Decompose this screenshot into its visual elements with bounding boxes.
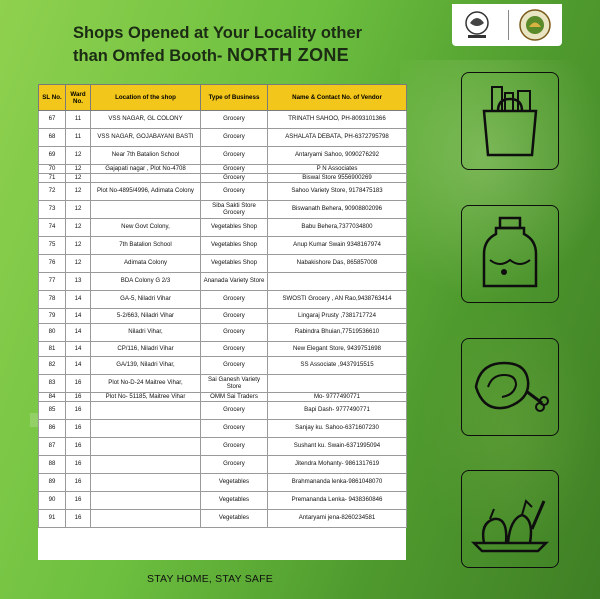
cell-vendor: SS Associate ,9437915515 <box>268 357 407 375</box>
cell-business-type: Grocery <box>201 357 268 375</box>
cell-vendor: New Elegant Store, 9439751698 <box>268 342 407 357</box>
cell-vendor: Brahmananda lenka-9861048070 <box>268 474 407 492</box>
cell-vendor: Antaryami jena-8260234581 <box>268 510 407 528</box>
cell-business-type: Vegetables <box>201 474 268 492</box>
cell-ward-no: 14 <box>66 291 91 309</box>
cell-sl-no: 71 <box>39 174 66 183</box>
cell-sl-no: 84 <box>39 393 66 402</box>
cell-location: Plot No-4895/4996, Adimata Colony <box>91 183 201 201</box>
cell-location: 7th Batalion School <box>91 237 201 255</box>
cell-business-type: Grocery <box>201 183 268 201</box>
cell-ward-no: 16 <box>66 456 91 474</box>
cell-location: CP/116, Niladri Vihar <box>91 342 201 357</box>
cell-ward-no: 12 <box>66 219 91 237</box>
cell-ward-no: 16 <box>66 438 91 456</box>
shop-list-card <box>38 84 406 560</box>
cell-sl-no: 77 <box>39 273 66 291</box>
cell-location <box>91 201 201 219</box>
cell-sl-no: 68 <box>39 129 66 147</box>
cell-sl-no: 90 <box>39 492 66 510</box>
title-line-2 <box>73 44 362 67</box>
cell-business-type: Grocery <box>201 402 268 420</box>
cell-location <box>91 438 201 456</box>
table-row <box>39 309 407 324</box>
grocery-bag-icon <box>470 81 550 161</box>
cell-location: Plot No-D-24 Maitree Vihar, <box>91 375 201 393</box>
cell-vendor: Sanjay ku. Sahoo-6371607230 <box>268 420 407 438</box>
cell-sl-no: 70 <box>39 165 66 174</box>
milk-jar-icon <box>470 214 550 294</box>
cell-sl-no: 89 <box>39 474 66 492</box>
table-row <box>39 291 407 309</box>
cell-ward-no: 11 <box>66 129 91 147</box>
cell-business-type: Grocery <box>201 165 268 174</box>
table-row <box>39 474 407 492</box>
cell-business-type: Grocery <box>201 420 268 438</box>
cell-ward-no: 12 <box>66 255 91 273</box>
cell-business-type: Grocery <box>201 438 268 456</box>
table-row <box>39 129 407 147</box>
cell-location <box>91 174 201 183</box>
column-header-vendor: Name & Contact No. of Vendor <box>268 85 407 111</box>
shop-table <box>38 84 407 528</box>
cell-sl-no: 82 <box>39 357 66 375</box>
cell-sl-no: 87 <box>39 438 66 456</box>
cell-business-type: Grocery <box>201 111 268 129</box>
table-row <box>39 147 407 165</box>
table-row <box>39 183 407 201</box>
cell-sl-no: 80 <box>39 324 66 342</box>
table-row <box>39 237 407 255</box>
cell-location: 5-2/663, Niladri Vihar <box>91 309 201 324</box>
cell-sl-no: 85 <box>39 402 66 420</box>
cell-location <box>91 474 201 492</box>
cell-vendor: Antaryami Sahoo, 9090276292 <box>268 147 407 165</box>
cell-business-type: Grocery <box>201 129 268 147</box>
cell-vendor: Lingaraj Prusty ,7381717724 <box>268 309 407 324</box>
cell-vendor: Biswal Store 9556900269 <box>268 174 407 183</box>
cell-ward-no: 16 <box>66 393 91 402</box>
cell-business-type: Grocery <box>201 147 268 165</box>
cell-business-type: Grocery <box>201 324 268 342</box>
table-header-row <box>39 85 407 111</box>
cell-location: New Govt Colony, <box>91 219 201 237</box>
cell-sl-no: 76 <box>39 255 66 273</box>
cell-ward-no: 16 <box>66 474 91 492</box>
cell-business-type: Grocery <box>201 309 268 324</box>
zone-name: NORTH ZONE <box>226 45 349 65</box>
cell-sl-no: 69 <box>39 147 66 165</box>
column-header-location: Location of the shop <box>91 85 201 111</box>
cell-location <box>91 402 201 420</box>
cell-location: VSS NAGAR, GOJABAYANI BASTI <box>91 129 201 147</box>
cell-sl-no: 88 <box>39 456 66 474</box>
table-row <box>39 201 407 219</box>
cell-ward-no: 14 <box>66 309 91 324</box>
cell-vendor: Jitendra Mohanty- 9861317619 <box>268 456 407 474</box>
cell-sl-no: 79 <box>39 309 66 324</box>
cell-ward-no: 14 <box>66 357 91 375</box>
cell-vendor: TRINATH SAHOO, PH-8093101366 <box>268 111 407 129</box>
cell-sl-no: 91 <box>39 510 66 528</box>
cell-sl-no: 75 <box>39 237 66 255</box>
table-row <box>39 219 407 237</box>
cell-vendor: SWOSTI Grocery , AN Rao,9438763414 <box>268 291 407 309</box>
cell-ward-no: 16 <box>66 375 91 393</box>
column-header-sl-no: SL No. <box>39 85 66 111</box>
vegetables-icon-box <box>461 470 559 568</box>
cell-business-type: Ananada Variety Store <box>201 273 268 291</box>
cell-vendor: Nabakishore Das, 865857008 <box>268 255 407 273</box>
cell-location: Niladri Vihar, <box>91 324 201 342</box>
cell-sl-no: 67 <box>39 111 66 129</box>
cell-business-type: Vegetables Shop <box>201 219 268 237</box>
table-row <box>39 324 407 342</box>
cell-business-type: Grocery <box>201 174 268 183</box>
cell-ward-no: 12 <box>66 165 91 174</box>
table-row <box>39 357 407 375</box>
logo-divider <box>508 10 509 40</box>
cell-business-type: Vegetables Shop <box>201 255 268 273</box>
cell-vendor: Sushant ku. Swain-6371995094 <box>268 438 407 456</box>
cell-business-type: Vegetables Shop <box>201 237 268 255</box>
cell-location: BDA Colony G 2/3 <box>91 273 201 291</box>
cell-location: GA/139, Niladri Vihar, <box>91 357 201 375</box>
cell-sl-no: 72 <box>39 183 66 201</box>
cell-ward-no: 12 <box>66 237 91 255</box>
cell-business-type: Vegetables <box>201 492 268 510</box>
cell-ward-no: 16 <box>66 402 91 420</box>
cell-business-type: Sai Ganesh Variety Store <box>201 375 268 393</box>
cell-vendor <box>268 375 407 393</box>
table-row <box>39 111 407 129</box>
cell-ward-no: 12 <box>66 201 91 219</box>
cell-vendor: P N Associates <box>268 165 407 174</box>
table-row <box>39 438 407 456</box>
cell-vendor: Rabindra Bhuian,77519536610 <box>268 324 407 342</box>
meat-icon <box>470 347 550 427</box>
table-row <box>39 492 407 510</box>
meat-icon-box <box>461 338 559 436</box>
cell-ward-no: 12 <box>66 183 91 201</box>
table-row <box>39 402 407 420</box>
table-row <box>39 255 407 273</box>
cell-business-type: Grocery <box>201 291 268 309</box>
table-row <box>39 510 407 528</box>
cell-location <box>91 420 201 438</box>
cell-ward-no: 11 <box>66 111 91 129</box>
vegetables-icon <box>470 479 550 559</box>
table-row <box>39 342 407 357</box>
cell-business-type: OMM Sai Traders <box>201 393 268 402</box>
cell-sl-no: 86 <box>39 420 66 438</box>
cell-vendor: Premananda Lenka- 9438360846 <box>268 492 407 510</box>
cell-ward-no: 14 <box>66 342 91 357</box>
logo-panel <box>452 4 562 46</box>
table-row <box>39 174 407 183</box>
cell-ward-no: 16 <box>66 420 91 438</box>
title-line-1: Shops Opened at Your Locality other <box>73 24 363 42</box>
cell-location: Near 7th Batalion School <box>91 147 201 165</box>
table-row <box>39 375 407 393</box>
cell-location: GA-5, Niladri Vihar <box>91 291 201 309</box>
cell-location: Adimata Colony <box>91 255 201 273</box>
cell-vendor: ASHALATA DEBATA, PH-6372795798 <box>268 129 407 147</box>
cell-business-type: Siba Sakti Store Grocery <box>201 201 268 219</box>
column-header-business-type: Type of Business <box>201 85 268 111</box>
government-emblem-icon <box>460 9 494 41</box>
cell-ward-no: 14 <box>66 324 91 342</box>
column-header-ward-no: Ward No. <box>66 85 91 111</box>
cell-location: Plot No- 51185, Maitree Vihar <box>91 393 201 402</box>
cell-sl-no: 78 <box>39 291 66 309</box>
cell-vendor: Bapi Dash- 9777490771 <box>268 402 407 420</box>
grocery-icon-box <box>461 72 559 170</box>
title-line-2-prefix: than Omfed Booth- <box>73 47 227 65</box>
cell-ward-no: 13 <box>66 273 91 291</box>
cell-vendor: Babu Behera,7377034800 <box>268 219 407 237</box>
cell-vendor <box>268 273 407 291</box>
cell-sl-no: 73 <box>39 201 66 219</box>
page-title <box>73 22 362 67</box>
cell-location <box>91 456 201 474</box>
table-row <box>39 273 407 291</box>
cell-sl-no: 81 <box>39 342 66 357</box>
cell-location: Gajapati nagar , Plot No-4708 <box>91 165 201 174</box>
cell-sl-no: 74 <box>39 219 66 237</box>
cell-business-type: Vegetables <box>201 510 268 528</box>
cell-vendor: Biswanath Behera, 90908802096 <box>268 201 407 219</box>
stay-safe-footer: STAY HOME, STAY SAFE <box>147 573 273 585</box>
cell-ward-no: 12 <box>66 174 91 183</box>
cell-vendor: Anup Kumar Swain 9348167974 <box>268 237 407 255</box>
table-row <box>39 456 407 474</box>
cell-vendor: Mo- 9777490771 <box>268 393 407 402</box>
table-row <box>39 420 407 438</box>
table-row <box>39 165 407 174</box>
table-row <box>39 393 407 402</box>
cell-business-type: Grocery <box>201 342 268 357</box>
cell-location <box>91 510 201 528</box>
cell-location: VSS NAGAR, GL COLONY <box>91 111 201 129</box>
cell-location <box>91 492 201 510</box>
dairy-icon-box <box>461 205 559 303</box>
cell-ward-no: 16 <box>66 510 91 528</box>
omfed-logo-icon <box>518 8 552 42</box>
cell-ward-no: 16 <box>66 492 91 510</box>
cell-ward-no: 12 <box>66 147 91 165</box>
cell-vendor: Sahoo Variety Store, 9178475183 <box>268 183 407 201</box>
cell-business-type: Grocery <box>201 456 268 474</box>
cell-sl-no: 83 <box>39 375 66 393</box>
